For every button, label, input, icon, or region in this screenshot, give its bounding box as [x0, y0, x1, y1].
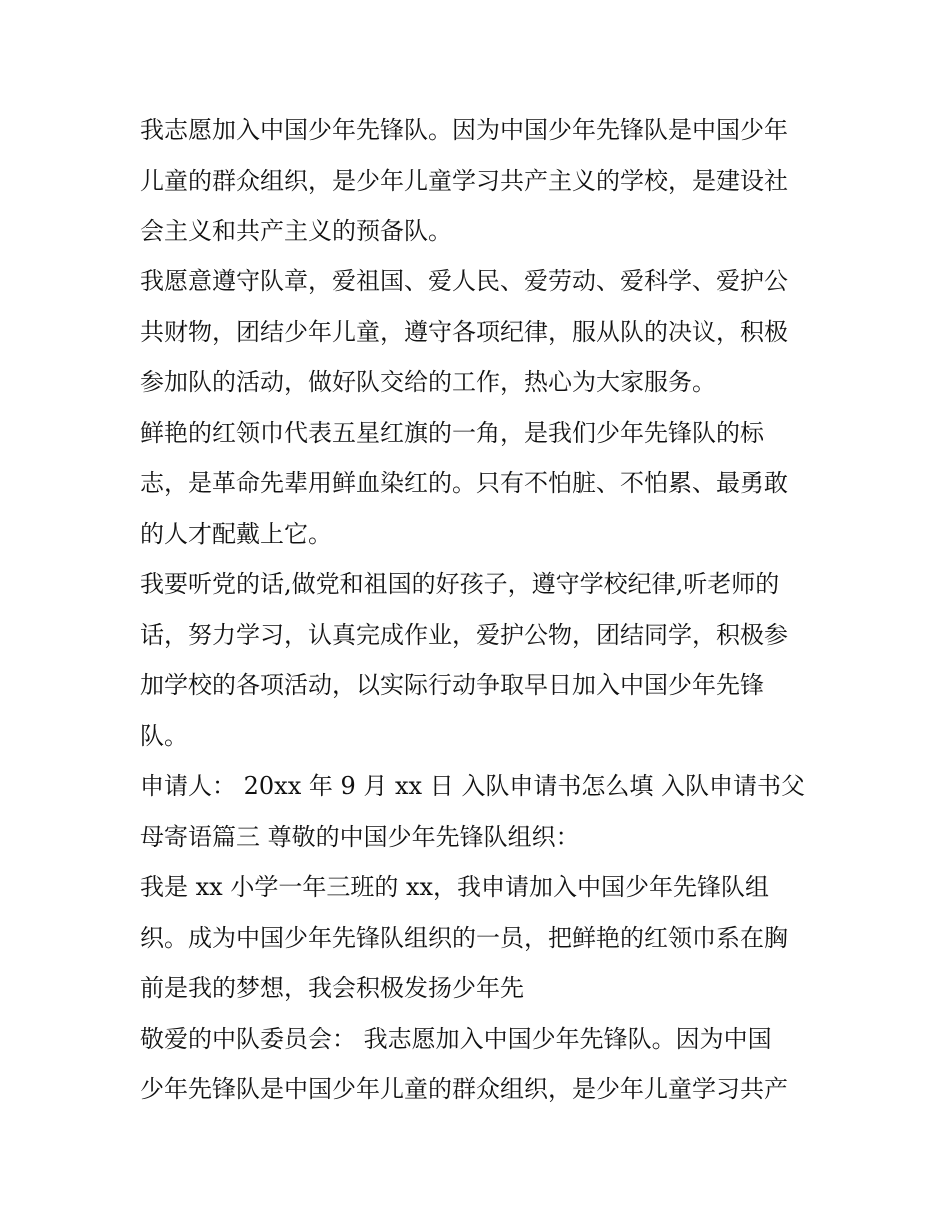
text-line: 我愿意遵守队章，爱祖国、爱人民、爱劳动、爱科学、爱护公: [140, 267, 788, 295]
text-line: 会主义和共产主义的预备队。: [140, 217, 452, 245]
text-line: 我要听党的话,做党和祖国的好孩子，遵守学校纪律,听老师的: [140, 570, 780, 598]
text-line: 鲜艳的红领巾代表五星红旗的一角，是我们少年先锋队的标: [140, 419, 764, 447]
text-line: 少年先锋队是中国少年儿童的群众组织，是少年儿童学习共产: [140, 1075, 788, 1103]
text-line: 志，是革命先辈用鲜血染红的。只有不怕脏、不怕累、最勇敢: [140, 469, 788, 497]
text-line: 前是我的梦想，我会积极发扬少年先: [140, 974, 524, 1002]
text-line: 敬爱的中队委员会： 我志愿加入中国少年先锋队。因为中国: [140, 1025, 772, 1053]
text-line: 队。: [140, 722, 188, 750]
text-line: 儿童的群众组织，是少年儿童学习共产主义的学校，是建设社: [140, 167, 788, 195]
text-line: 我志愿加入中国少年先锋队。因为中国少年先锋队是中国少年: [140, 116, 788, 144]
text-line: 的人才配戴上它。: [140, 520, 332, 548]
text-line: 申请人： 20xx 年 9 月 xx 日 入队申请书怎么填 入队申请书父: [140, 772, 805, 800]
text-line: 我是 xx 小学一年三班的 xx，我申请加入中国少年先锋队组: [140, 873, 770, 901]
text-line: 参加队的活动，做好队交给的工作，热心为大家服务。: [140, 368, 716, 396]
text-line: 共财物，团结少年儿童，遵守各项纪律，服从队的决议，积极: [140, 318, 788, 346]
text-line: 母寄语篇三 尊敬的中国少年先锋队组织：: [140, 823, 580, 851]
text-line: 话，努力学习，认真完成作业，爱护公物，团结同学，积极参: [140, 621, 788, 649]
text-line: 织。成为中国少年先锋队组织的一员，把鲜艳的红领巾系在胸: [140, 924, 788, 952]
text-line: 加学校的各项活动，以实际行动争取早日加入中国少年先锋: [140, 671, 764, 699]
